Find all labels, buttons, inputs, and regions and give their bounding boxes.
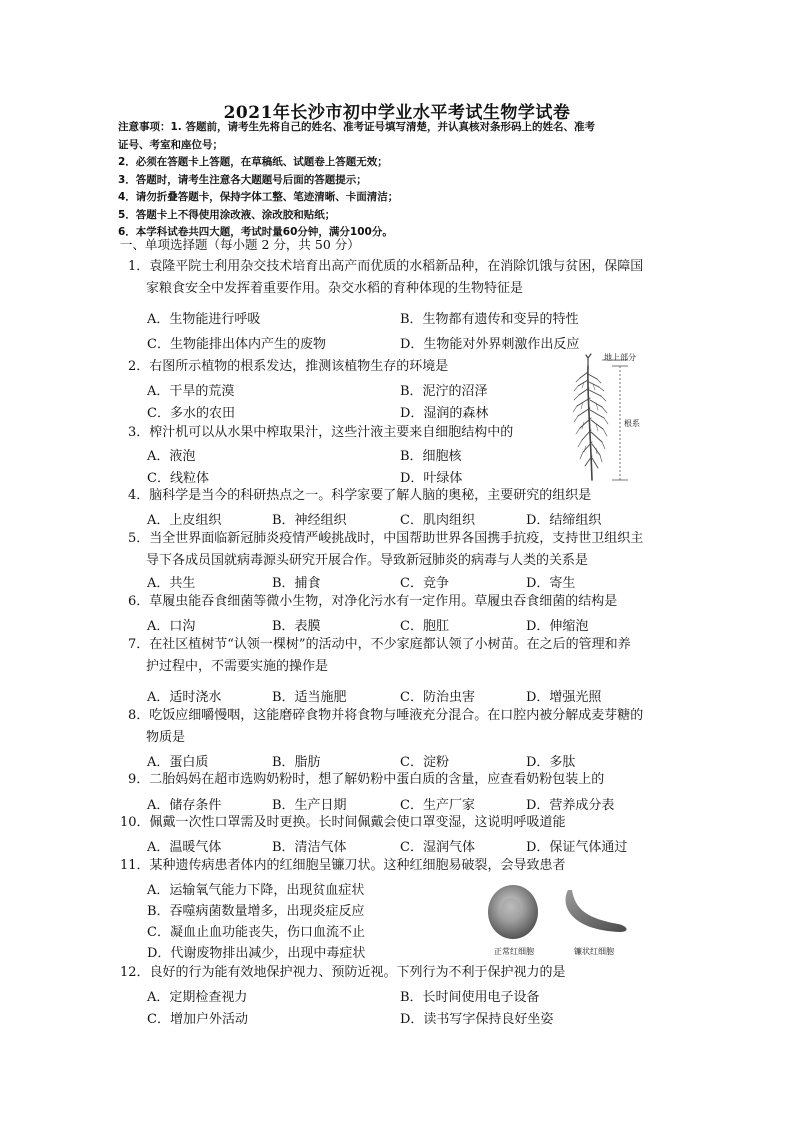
option: B．吞噬病菌数量增多，出现炎症反应 — [147, 904, 365, 919]
option: C．多水的农田 — [147, 406, 235, 421]
question-stem: 10．佩戴一次性口罩需及时更换。长时间佩戴会使口罩变湿，这说明呼吸道能 — [120, 815, 566, 830]
note-line: 3．答题时，请考生注意各大题题号后面的答题提示； — [118, 173, 367, 186]
question-8 — [128, 705, 643, 749]
option: C．肌肉组织 — [400, 513, 475, 528]
question-2 — [128, 356, 448, 378]
option: B．捕食 — [272, 576, 321, 591]
question-1 — [128, 256, 643, 300]
exam-title: 2021年长沙市初中学业水平考试生物学试卷 — [223, 103, 571, 123]
option: D．叶绿体 — [400, 471, 463, 486]
option: A．储存条件 — [147, 798, 222, 813]
question-7 — [128, 634, 631, 678]
question-stem: 8．吃饭应细嚼慢咽，这能磨碎食物并将食物与唾液充分混合。在口腔内被分解成麦芽糖的 — [128, 708, 644, 723]
option: A．液泡 — [147, 449, 196, 464]
option: B．生产日期 — [272, 798, 347, 813]
option: D．湿润的森林 — [400, 406, 489, 421]
option: B．细胞核 — [400, 449, 462, 464]
option: D．寄生 — [526, 576, 576, 591]
question-9 — [128, 769, 604, 791]
option: A．共生 — [147, 576, 196, 591]
question-stem: 家粮食安全中发挥着重要作用。杂交水稻的育种体现的生物特征是 — [146, 281, 524, 296]
option: B．脂肪 — [272, 755, 321, 770]
option: C．线粒体 — [147, 471, 209, 486]
question-3 — [128, 422, 513, 444]
option: A．干旱的荒漠 — [147, 384, 235, 399]
option: A．适时浇水 — [147, 690, 222, 705]
normal-cell-label: 正常红细胞 — [494, 947, 534, 956]
option: A．运输氧气能力下降，出现贫血症状 — [147, 883, 365, 898]
note-line: 5．答题卡上不得使用涂改液、涂改胶和贴纸； — [118, 208, 336, 221]
option: A．温暖气体 — [147, 840, 222, 855]
root-system-figure — [568, 352, 658, 484]
question-stem: 5．当全世界面临新冠肺炎疫情严峻挑战时，中国帮助世界各国携手抗疫，支持世卫组织主 — [128, 531, 644, 546]
question-10 — [120, 812, 566, 834]
note-line: 4．请勿折叠答题卡，保持字体工整、笔迹清晰、卡面清洁； — [118, 191, 399, 203]
option: C．胞肛 — [400, 619, 449, 634]
above-ground-label: 地上部分 — [604, 353, 636, 362]
option: D．保证气体通过 — [526, 840, 628, 855]
option: A．定期检查视力 — [147, 990, 248, 1005]
note-line: 证号、考室和座位号； — [118, 138, 223, 151]
option: C．防治虫害 — [400, 690, 475, 705]
blood-cell-illustration — [480, 880, 640, 942]
option: B．生物都有遗传和变异的特性 — [400, 312, 579, 327]
question-stem: 物质是 — [146, 730, 186, 745]
option: D．代谢废物排出减少，出现中毒症状 — [147, 946, 366, 961]
question-stem: 2．右图所示植物的根系发达，推测该植物生存的环境是 — [128, 359, 449, 374]
option: A．生物能进行呼吸 — [147, 312, 261, 327]
exam-notes — [118, 119, 678, 242]
question-11 — [120, 855, 566, 877]
option: D．生物能对外界刺激作出反应 — [400, 337, 580, 352]
option: B．适当施肥 — [272, 690, 347, 705]
option: C．生物能排出体内产生的废物 — [147, 337, 326, 352]
option: B．泥泞的沼泽 — [400, 384, 488, 399]
question-stem: 12．良好的行为能有效地保护视力、预防近视。下列行为不利于保护视力的是 — [120, 965, 566, 980]
option: C．增加户外活动 — [147, 1012, 248, 1027]
option: D．多肽 — [526, 755, 576, 770]
question-stem: 4．脑科学是当今的科研热点之一。科学家要了解人脑的奥秘，主要研究的组织是 — [128, 488, 592, 503]
root-label: 根系 — [624, 419, 640, 428]
note-line: 6．本学科试卷共四大题，考试时量60分钟，满分100分。 — [118, 226, 393, 238]
question-stem: 6．草履虫能吞食细菌等微小生物，对净化污水有一定作用。草履虫吞食细菌的结构是 — [128, 594, 618, 609]
option: A．蛋白质 — [147, 755, 209, 770]
question-4 — [128, 485, 591, 507]
question-5 — [128, 528, 643, 572]
option: C．湿润气体 — [400, 840, 475, 855]
sickle-cell-label: 镰状红细胞 — [574, 947, 614, 956]
option: D．增强光照 — [526, 690, 602, 705]
sickle-cell-shape — [566, 890, 627, 932]
root-system-illustration — [568, 352, 658, 484]
option: D．伸缩泡 — [526, 619, 589, 634]
question-stem: 1．袁隆平院士利用杂交技术培育出高产而优质的水稻新品种，在消除饥饿与贫困，保障国 — [128, 259, 644, 274]
option: B．长时间使用电子设备 — [400, 990, 540, 1005]
option: D．结缔组织 — [526, 513, 602, 528]
note-line: 注意事项：1. 答题前，请考生先将自己的姓名、准考证号填写清楚，并认真核对条形码上的姓名、准考 — [118, 121, 595, 133]
option: C．竞争 — [400, 576, 449, 591]
option: C．凝血止血功能丧失，伤口血流不止 — [147, 925, 365, 940]
question-stem: 3．榨汁机可以从水果中榨取果汁，这些汁液主要来自细胞结构中的 — [128, 425, 514, 440]
option: D．读书写字保持良好坐姿 — [400, 1012, 554, 1027]
option: B．神经组织 — [272, 513, 347, 528]
option: D．营养成分表 — [526, 798, 615, 813]
option: A．上皮组织 — [147, 513, 222, 528]
option: C．生产厂家 — [400, 798, 475, 813]
option: A．口沟 — [147, 619, 196, 634]
red-blood-cell-figure — [480, 880, 640, 960]
question-stem: 导下各成员国就病毒源头研究开展合作。导致新冠肺炎的病毒与人类的关系是 — [146, 553, 589, 568]
note-line: 2．必须在答题卡上答题，在草稿纸、试题卷上答题无效； — [118, 156, 388, 168]
question-stem: 11．某种遗传病患者体内的红细胞呈镰刀状。这种红细胞易破裂，会导致患者 — [120, 858, 566, 873]
option: B．表膜 — [272, 619, 321, 634]
question-stem: 护过程中，不需要实施的操作是 — [146, 659, 329, 674]
option: B．清洁气体 — [272, 840, 347, 855]
question-stem: 9．二胎妈妈在超市选购奶粉时，想了解奶粉中蛋白质的含量，应查看奶粉包装上的 — [128, 772, 605, 787]
question-stem: 7．在社区植树节“认领一棵树”的活动中，不少家庭都认领了小树苗。在之后的管理和养 — [128, 637, 631, 652]
option: C．淀粉 — [400, 755, 449, 770]
question-12 — [120, 962, 566, 984]
question-6 — [128, 591, 617, 613]
section-title: 一、单项选择题（每小题 2 分，共 50 分） — [120, 237, 360, 252]
